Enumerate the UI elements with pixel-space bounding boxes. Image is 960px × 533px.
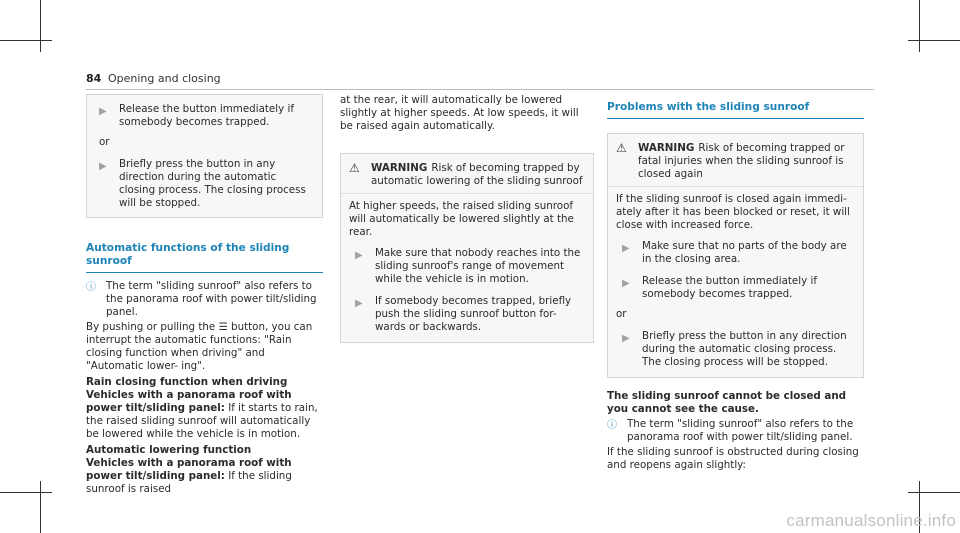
step-item	[355, 295, 585, 334]
step-text: Briefly press the button in any direction during the automatic closing process. The closing process will be stopped.	[119, 158, 306, 209]
warning-header	[608, 134, 863, 187]
paragraph	[86, 457, 323, 496]
paragraph: at the rear, it will automatically be lowered slightly at higher speeds. At low speeds, it will be raised again automatically.	[340, 94, 579, 132]
crop-mark	[40, 481, 41, 533]
note-text: The term "sliding sunroof" also refers to the panorama roof with power tilt/sliding panel.	[106, 280, 317, 318]
subheading: Automatic lowering function	[86, 444, 252, 456]
page-header	[86, 72, 874, 88]
warning-headline	[371, 162, 585, 188]
note-text: The term "sliding sunroof" also refers to the panorama roof with power tilt/sliding panel.	[627, 418, 854, 443]
section-name: Opening and closing	[108, 72, 221, 85]
column-right	[607, 94, 864, 475]
section-title: Automatic functions of the sliding sunroof	[86, 242, 323, 273]
triangle-right-icon: ▶	[622, 243, 630, 254]
warning-box	[340, 153, 594, 343]
subheading: The sliding sunroof cannot be closed and you cannot see the cause.	[607, 390, 847, 415]
triangle-right-icon: ▶	[355, 298, 363, 309]
paragraph: If the sliding sunroof is obstructed during closing and reopens again slightly:	[607, 446, 859, 471]
step-item	[99, 158, 314, 210]
step-item	[355, 247, 585, 286]
step-text: Release the button immediately if somebody becomes trapped.	[119, 103, 294, 128]
triangle-right-icon: ▶	[99, 161, 107, 172]
step-text: Release the button immediately if somebody becomes trapped.	[642, 275, 817, 300]
step-text: Briefly press the button in any direction during the automatic closing process. The closing process will be stopped.	[642, 330, 847, 368]
section-title: Problems with the sliding sunroof	[607, 101, 864, 119]
page-number: 84	[86, 72, 102, 85]
step-text: If somebody becomes trapped, briefly push the sliding sunroof button for- wards or backwards.	[375, 295, 572, 333]
vehicles-label: Vehicles with a panorama roof with power tilt/sliding panel:	[86, 457, 292, 482]
warning-text: If the sliding sunroof is closed again immedi- ately after it has been blocked or reset, it will close with increased force.	[616, 193, 850, 231]
triangle-right-icon: ▶	[622, 333, 630, 344]
warning-head-text: Risk of becoming trapped by automatic lowering of the sliding sunroof	[371, 162, 583, 187]
vehicles-label: Vehicles with a panorama roof with power tilt/sliding panel:	[86, 389, 292, 414]
steps-box	[86, 94, 323, 218]
step-item	[622, 275, 855, 301]
triangle-right-icon: ▶	[622, 278, 630, 289]
column-middle	[340, 94, 594, 343]
warning-triangle-icon: ⚠	[349, 161, 360, 175]
warning-header	[341, 154, 593, 194]
or-label: or	[616, 308, 627, 320]
step-item	[99, 103, 314, 129]
note	[86, 280, 323, 319]
crop-mark	[0, 40, 52, 41]
warning-text: At higher speeds, the raised sliding sunroof will automatically be lowered slightly at the rear.	[349, 200, 574, 238]
paragraph-text: If the sliding sunroof is raised	[86, 470, 292, 495]
triangle-right-icon: ▶	[99, 106, 107, 117]
warning-word: WARNING	[638, 142, 695, 154]
step-item	[622, 330, 855, 369]
warning-steps	[349, 247, 585, 334]
info-icon: ⓘ	[607, 420, 617, 431]
warning-steps	[616, 240, 855, 369]
crop-mark	[40, 0, 41, 52]
or-label: or	[99, 136, 110, 148]
crop-mark	[919, 0, 920, 52]
warning-triangle-icon: ⚠	[616, 141, 627, 155]
triangle-right-icon: ▶	[355, 250, 363, 261]
warning-headline	[638, 142, 855, 181]
step-text: Make sure that nobody reaches into the sliding sunroof's range of movement while the vehicle is in motion.	[375, 247, 581, 285]
step-item	[622, 240, 855, 266]
warning-box	[607, 133, 864, 378]
warning-head-text: Risk of becoming trapped or fatal injuries when the sliding sunroof is closed again	[638, 142, 845, 180]
warning-body	[341, 194, 593, 342]
info-icon: ⓘ	[86, 282, 96, 293]
step-text: Make sure that no parts of the body are in the closing area.	[642, 240, 847, 265]
subheading: Rain closing function when driving	[86, 376, 288, 388]
crop-mark	[908, 40, 960, 41]
paragraph	[86, 389, 323, 441]
crop-mark	[908, 492, 960, 493]
column-left	[86, 94, 323, 499]
note	[607, 418, 864, 444]
warning-body	[608, 187, 863, 377]
crop-mark	[0, 492, 52, 493]
warning-word: WARNING	[371, 162, 428, 174]
header-rule	[86, 89, 874, 90]
paragraph: By pushing or pulling the ☰ button, you can interrupt the automatic functions: "Rain closing function when driving" and "Automatic lower- ing".	[86, 321, 313, 372]
watermark: carmanualsonline.info	[786, 511, 956, 530]
paragraph-text: If it starts to rain, the raised sliding sunroof will automatically be lowered while the vehicle is in motion.	[86, 402, 318, 440]
